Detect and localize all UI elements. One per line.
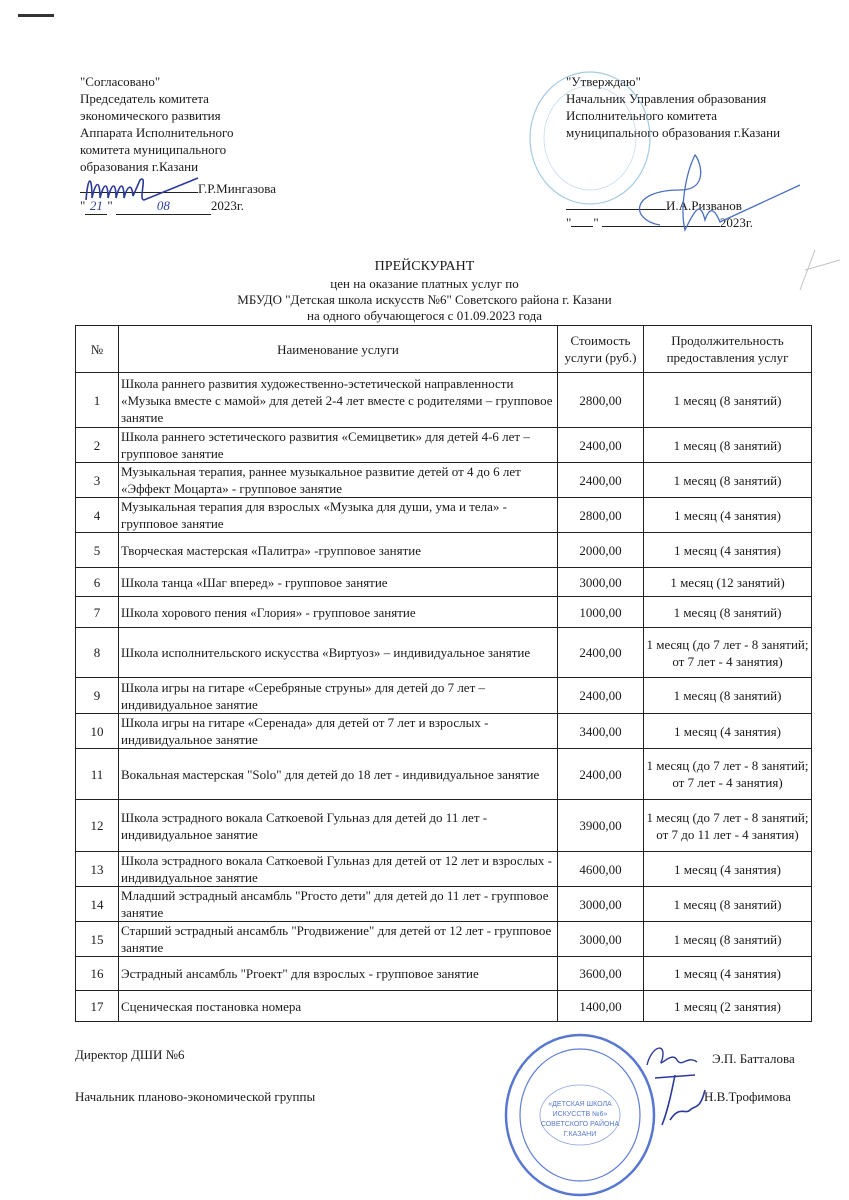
service-duration: 1 месяц (до 7 лет - 8 занятий; от 7 лет - 4 занятия): [644, 628, 812, 678]
document-title: ПРЕЙСКУРАНТ: [374, 259, 475, 274]
service-cost: 1000,00: [558, 597, 644, 628]
service-duration: 1 месяц (8 занятий): [644, 678, 812, 714]
header-duration: Продолжительность предоставления услуг: [644, 326, 812, 373]
planner-label: Начальник планово-экономической группы: [75, 1089, 316, 1104]
approval-left-signer: Г.Р.Мингазова: [198, 181, 277, 196]
header-service-name: Наименование услуги: [119, 326, 558, 373]
table-row: [76, 597, 812, 628]
planner-name: Н.В.Трофимова: [704, 1089, 791, 1104]
service-cost: 3400,00: [558, 714, 644, 749]
table-row: [76, 800, 812, 852]
svg-text:«ДЕТСКАЯ ШКОЛА: «ДЕТСКАЯ ШКОЛА: [548, 1101, 612, 1108]
row-number: 17: [76, 991, 119, 1022]
approval-left-year: 2023г.: [210, 198, 244, 213]
service-name: Школа эстрадного вокала Саткоевой Гульназ для детей до 11 лет - индивидуальное занятие: [119, 800, 558, 852]
approval-right-line: муниципального образования г.Казани: [566, 125, 781, 140]
service-name: Младший эстрадный ансамбль "Pгосто дети" для детей до 11 лет - групповое занятие: [119, 887, 558, 922]
approval-right-line: "Утверждаю": [566, 74, 641, 89]
service-name: Школа танца «Шаг вперед» - групповое занятие: [119, 568, 558, 597]
table-row: [76, 887, 812, 922]
subtitle-line-2: МБУДО "Детская школа искусств №6" Советского района г. Казани: [237, 292, 612, 307]
service-name: Школа игры на гитаре «Серебряные струны» для детей до 7 лет – индивидуальное занятие: [119, 678, 558, 714]
service-name: Творческая мастерская «Палитра» -групповое занятие: [119, 533, 558, 568]
table-row: [76, 749, 812, 800]
service-cost: 2800,00: [558, 373, 644, 428]
table-row: [76, 714, 812, 749]
service-name: Школа раннего развития художественно-эстетической направленности «Музыка вместе с мамой» для детей 2-4 лет вместе с родителями – групповое занятие: [119, 373, 558, 428]
service-cost: 3000,00: [558, 922, 644, 957]
approval-right-line: Начальник Управления образования: [566, 91, 767, 106]
table-header-row: [76, 326, 812, 373]
service-name: Сценическая постановка номера: [119, 991, 558, 1022]
service-duration: 1 месяц (4 занятия): [644, 533, 812, 568]
service-duration: 1 месяц (8 занятий): [644, 373, 812, 428]
service-name: Школа хорового пения «Глория» - групповое занятие: [119, 597, 558, 628]
table-row: [76, 533, 812, 568]
approval-left-line: Аппарата Исполнительного: [80, 125, 234, 140]
service-cost: 3000,00: [558, 568, 644, 597]
approval-right-signer: И.А.Ризванов: [666, 198, 742, 213]
service-name: Музыкальная терапия для взрослых «Музыка для души, ума и тела» - групповое занятие: [119, 498, 558, 533]
service-duration: 1 месяц (12 занятий): [644, 568, 812, 597]
row-number: 13: [76, 852, 119, 887]
row-number: 8: [76, 628, 119, 678]
service-cost: 3900,00: [558, 800, 644, 852]
service-name: Эстрадный ансамбль "Pгоект" для взрослых - групповое занятие: [119, 957, 558, 991]
approval-left-line: Председатель комитета: [80, 91, 209, 106]
service-cost: 2400,00: [558, 463, 644, 498]
row-number: 4: [76, 498, 119, 533]
signature-planner: [650, 1070, 710, 1130]
approval-left: "Согласовано" Председатель комитета экономического развития Аппарата Исполнительного комитета муниципального образования г.Казани Г.Р.Мингазова " 21 " 08 2023г.: [80, 74, 277, 213]
approval-right-line: Исполнительного комитета: [566, 108, 718, 123]
service-name: Школа игры на гитаре «Серенада» для детей от 7 лет и взрослых - индивидуальное занятие: [119, 714, 558, 749]
row-number: 10: [76, 714, 119, 749]
service-name: Школа исполнительского искусства «Виртуоз» – индивидуальное занятие: [119, 628, 558, 678]
row-number: 12: [76, 800, 119, 852]
signature-right: [600, 150, 800, 240]
header-number: №: [76, 326, 119, 373]
approval-right: "Утверждаю" Начальник Управления образования Исполнительного комитета муниципального образования г.Казани И.А.Ризванов " " 2023г.: [566, 74, 781, 230]
service-cost: 3600,00: [558, 957, 644, 991]
service-name: Школа раннего эстетического развития «Семицветик» для детей 4-6 лет – групповое занятие: [119, 428, 558, 463]
service-duration: 1 месяц (8 занятий): [644, 428, 812, 463]
row-number: 14: [76, 887, 119, 922]
service-name: Вокальная мастерская "Solo" для детей до 18 лет - индивидуальное занятие: [119, 749, 558, 800]
table-row: [76, 852, 812, 887]
scan-artifact: [18, 14, 54, 17]
subtitle-line-3: на одного обучающегося с 01.09.2023 года: [307, 308, 542, 323]
service-cost: 2000,00: [558, 533, 644, 568]
approval-left-line: "Согласовано": [80, 74, 161, 89]
table-row: [76, 991, 812, 1022]
service-cost: 2400,00: [558, 628, 644, 678]
service-duration: 1 месяц (до 7 лет - 8 занятий; от 7 до 11 лет - 4 занятия): [644, 800, 812, 852]
approval-right-year: 2023г.: [719, 215, 753, 230]
service-duration: 1 месяц (4 занятия): [644, 498, 812, 533]
table-row: [76, 498, 812, 533]
svg-text:Г.КАЗАНИ: Г.КАЗАНИ: [563, 1131, 597, 1138]
service-duration: 1 месяц (4 занятия): [644, 957, 812, 991]
director-name: Э.П. Батталова: [712, 1051, 795, 1066]
service-cost: 2400,00: [558, 678, 644, 714]
signature-left: [78, 170, 238, 210]
row-number: 2: [76, 428, 119, 463]
service-name: Школа эстрадного вокала Саткоевой Гульназ для детей от 12 лет и взрослых - индивидуальное занятие: [119, 852, 558, 887]
row-number: 11: [76, 749, 119, 800]
service-cost: 2400,00: [558, 749, 644, 800]
header-cost: Стоимость услуги (руб.): [558, 326, 644, 373]
row-number: 6: [76, 568, 119, 597]
service-duration: 1 месяц (4 занятия): [644, 714, 812, 749]
service-duration: 1 месяц (до 7 лет - 8 занятий; от 7 лет - 4 занятия): [644, 749, 812, 800]
official-stamp: [500, 1030, 660, 1200]
table-row: [76, 463, 812, 498]
row-number: 7: [76, 597, 119, 628]
service-duration: 1 месяц (8 занятий): [644, 597, 812, 628]
subtitle-line-1: цен на оказание платных услуг по: [330, 276, 519, 291]
price-table: [75, 325, 812, 1022]
row-number: 1: [76, 373, 119, 428]
signature-director: [642, 1040, 702, 1074]
table-row: [76, 922, 812, 957]
row-number: 9: [76, 678, 119, 714]
service-duration: 1 месяц (2 занятия): [644, 991, 812, 1022]
service-duration: 1 месяц (4 занятия): [644, 852, 812, 887]
svg-text:ИСКУССТВ №6»: ИСКУССТВ №6»: [552, 1111, 608, 1118]
service-cost: 2400,00: [558, 428, 644, 463]
table-row: [76, 678, 812, 714]
approval-left-line: экономического развития: [80, 108, 221, 123]
service-duration: 1 месяц (8 занятий): [644, 922, 812, 957]
director-label: Директор ДШИ №6: [75, 1047, 185, 1062]
approval-left-line: образования г.Казани: [80, 159, 199, 174]
service-cost: 4600,00: [558, 852, 644, 887]
row-number: 3: [76, 463, 119, 498]
service-cost: 2800,00: [558, 498, 644, 533]
approval-left-month: 08: [116, 197, 211, 215]
approval-left-day: 21: [85, 197, 107, 215]
table-row: [76, 957, 812, 991]
table-row: [76, 628, 812, 678]
table-row: [76, 428, 812, 463]
service-duration: 1 месяц (8 занятий): [644, 887, 812, 922]
service-cost: 1400,00: [558, 991, 644, 1022]
row-number: 5: [76, 533, 119, 568]
row-number: 16: [76, 957, 119, 991]
service-name: Музыкальная терапия, раннее музыкальное развитие детей от 4 до 6 лет «Эффект Моцарта» - групповое занятие: [119, 463, 558, 498]
table-row: [76, 568, 812, 597]
row-number: 15: [76, 922, 119, 957]
service-cost: 3000,00: [558, 887, 644, 922]
service-name: Старший эстрадный ансамбль "Pгодвижение" для детей от 12 лет - групповое занятие: [119, 922, 558, 957]
svg-text:СОВЕТСКОГО РАЙОНА: СОВЕТСКОГО РАЙОНА: [540, 1121, 620, 1128]
service-duration: 1 месяц (8 занятий): [644, 463, 812, 498]
approval-left-line: комитета муниципального: [80, 142, 227, 157]
table-row: [76, 373, 812, 428]
